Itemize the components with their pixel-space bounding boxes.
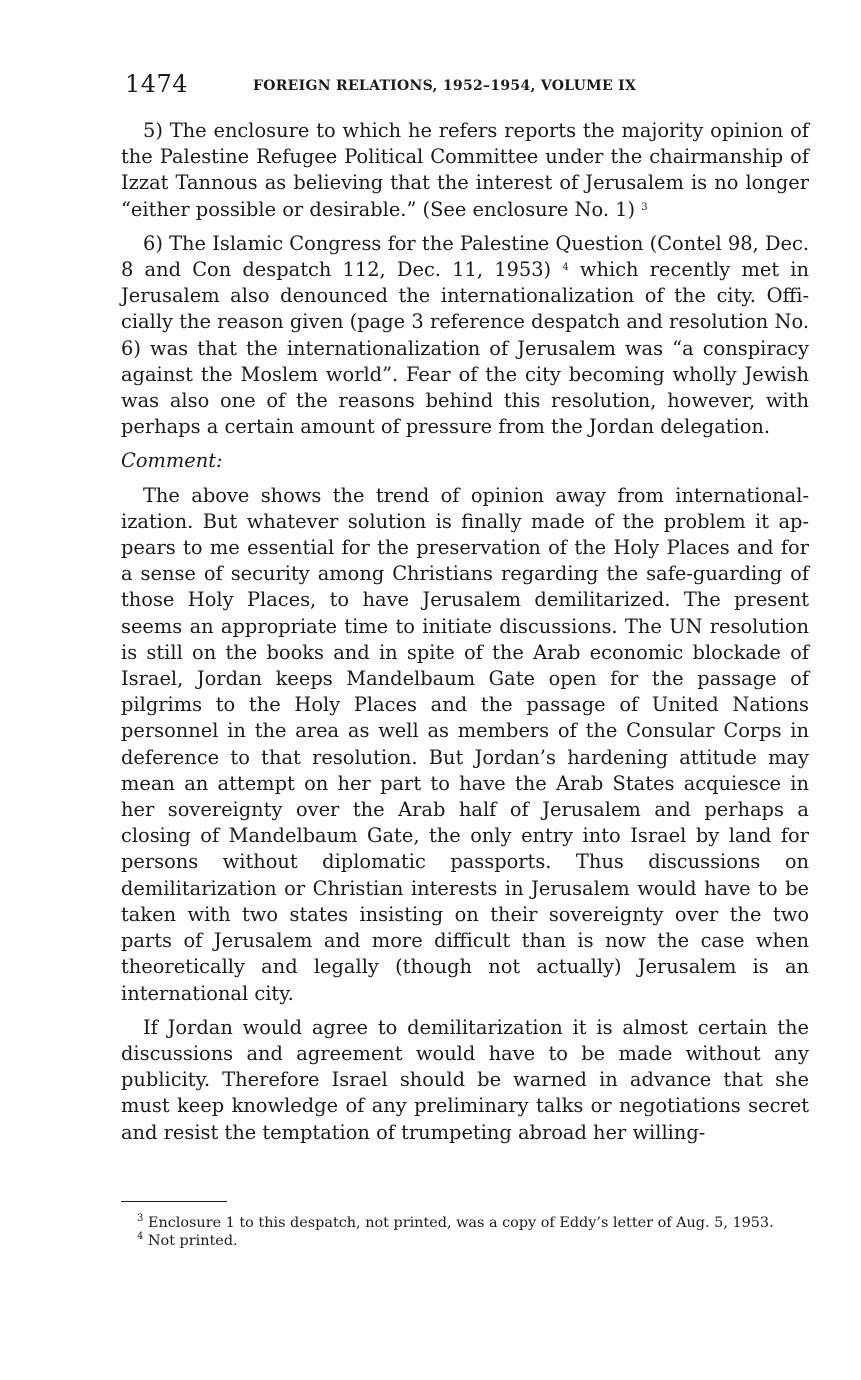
- body-text: [121, 118, 809, 1154]
- comment-paragraph-2: If Jordan would agree to demilitarization it is almost certain the discussions and agreement would have to be made without any publicity. Therefore Israel should be warned in advance that she must keep knowledge of any preliminary talks or negotiations secret and resist the temptation of trumpeting abroad her willing-: [121, 1015, 809, 1144]
- footnote-marker: 3: [137, 1213, 144, 1224]
- footnote-divider: [121, 1201, 227, 1202]
- page-number: 1474: [125, 70, 189, 98]
- comment-heading: Comment:: [121, 449, 223, 473]
- footnote-text: Not printed.: [143, 1233, 238, 1250]
- footnote-3: [121, 1214, 809, 1232]
- paragraph-6-text-b: which recently met in Jerusalem also denounced the internationalization of the city. Officially the reason given (page 3 reference despatch and resolution No. 6) was that the internationalization of Jerusalem was “a conspiracy against the Moslem world”. Fear of the city becoming wholly Jewish was also one of the reasons behind this resolution, however, with perhaps a certain amount of pressure from the Jordan delegation.: [121, 258, 810, 439]
- paragraph-6-text-a: 6) The Islamic Congress for the Palestine Question (Contel 98, Dec. 8 and Con despatch 112, Dec. 11, 1953): [121, 231, 809, 282]
- footnote-text: Enclosure 1 to this despatch, not printed, was a copy of Eddy’s letter of Aug. 5, 1953.: [143, 1215, 774, 1231]
- footnote-marker: 4: [137, 1231, 144, 1243]
- running-header: [125, 70, 815, 104]
- comment-paragraph-1: The above shows the trend of opinion away from internationalization. But whatever solution is finally made of the problem it appears to me essential for the preservation of the Holy Places and for a sense of security among Christians regarding the safe-guarding of those Holy Places, to have Jerusalem demilitarized. The present seems an appropriate time to initiate discussions. The UN resolution is still on the books and in spite of the Arab economic blockade of Israel, Jordan keeps Mandelbaum Gate open for the passage of pilgrims to the Holy Places and the passage of United Nations personnel in the area as well as members of the Consular Corps in deference to that resolution. But Jordan’s hardening attitude may mean an attempt on her part to have the Arab States acquiesce in her sovereignty over the Arab half of Jerusalem and perhaps a closing of Mandelbaum Gate, the only entry into Israel by land for persons without diplomatic passports. Thus discussions on demilitarization or Christian interests in Jerusalem would have to be taken with two states insisting on their sovereignty over the two parts of Jerusalem and more difficult than is now the case when theoretically and legally (though not actually) Jerusalem is an international city.: [121, 483, 809, 1005]
- paragraph-6: [121, 231, 809, 441]
- footnotes: [121, 1214, 809, 1251]
- footnote-ref-3: 3: [641, 201, 648, 213]
- running-title: FOREIGN RELATIONS, 1952–1954, VOLUME IX: [253, 78, 637, 94]
- footnote-ref-4: 4: [562, 262, 569, 274]
- paragraph-5: [121, 118, 809, 223]
- footnote-4: [121, 1232, 809, 1250]
- paragraph-5-text: 5) The enclosure to which he refers reports the majority opinion of the Palestine Refugee Political Committee under the chairmanship of Izzat Tannous as believing that the interest of Jerusalem is no longer “either possible or desirable.” (See enclosure No. 1): [121, 119, 809, 221]
